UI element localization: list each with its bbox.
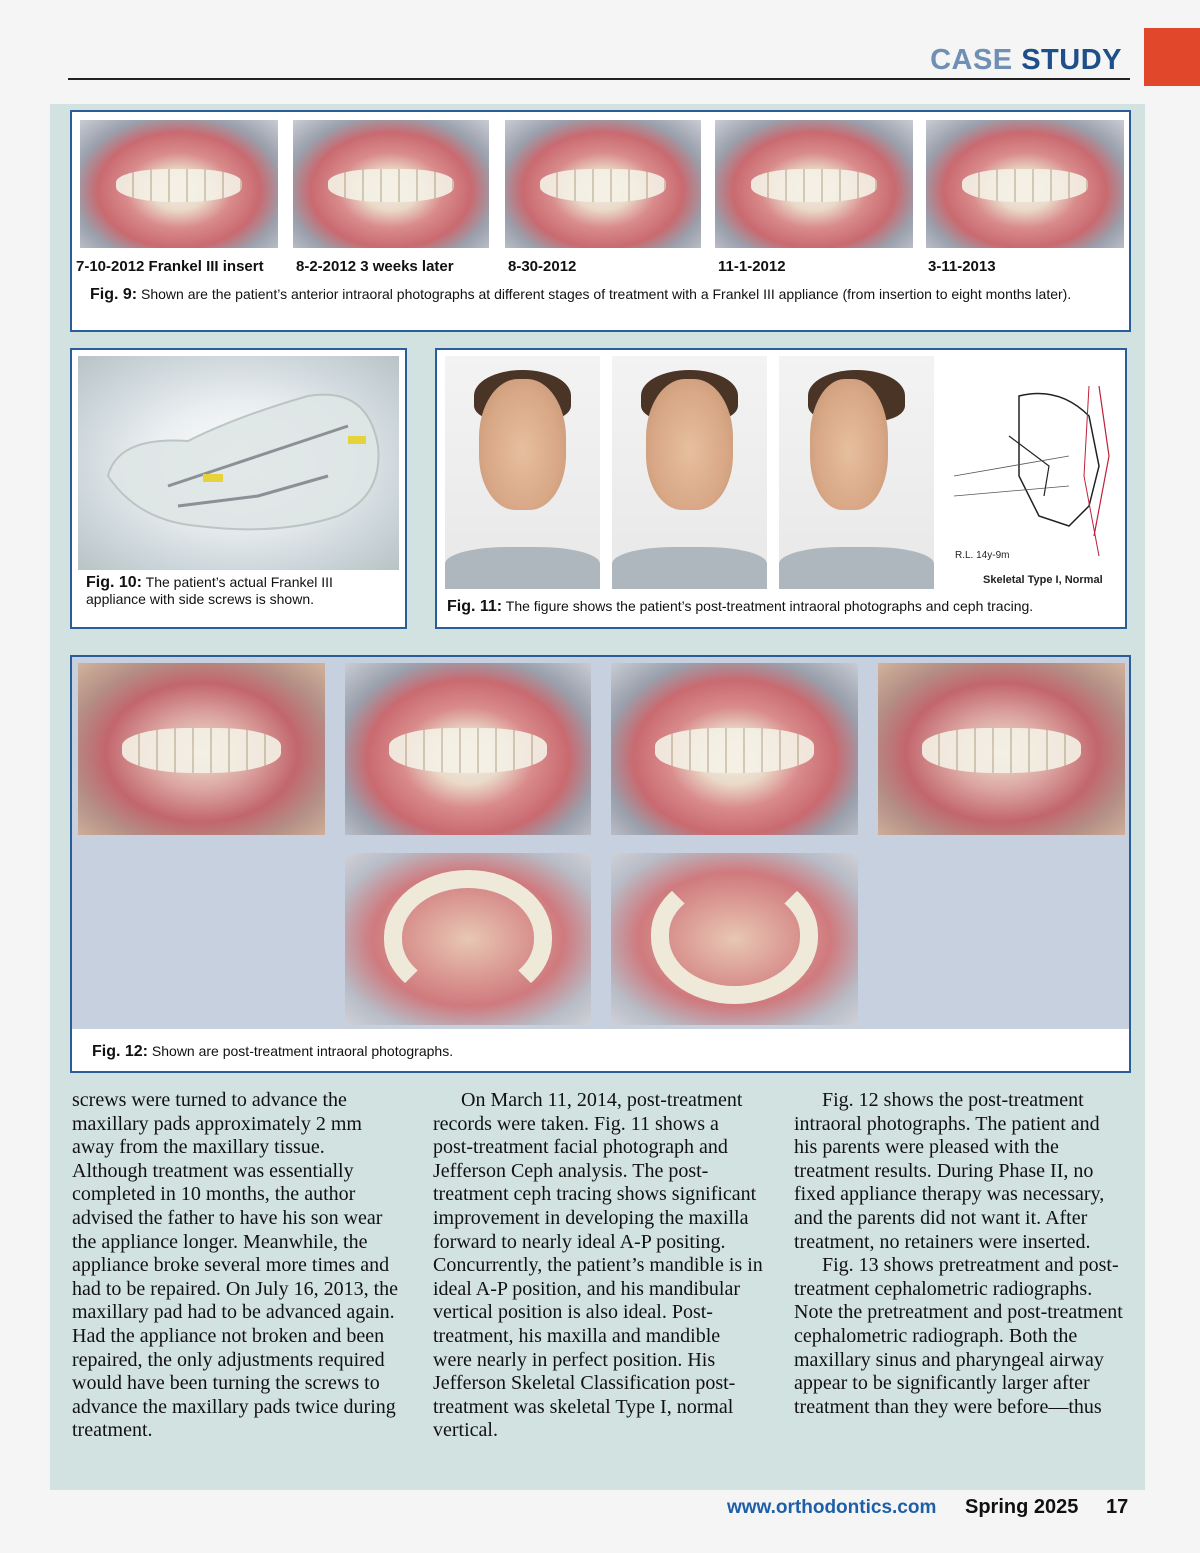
body-column-1 [72,1089,402,1443]
fig11-caption-text: The figure shows the patient’s post-treatment intraoral photographs and ceph tracing. [505,598,1034,614]
fig9-photo-1 [80,120,278,248]
header-rule [68,78,1130,80]
fig12-caption [92,1043,1092,1060]
fig9-caption-text: Shown are the patient’s anterior intraoral photographs at different stages of treatment with a Frankel III appliance (from insertion to eight months later). [141,286,1072,302]
figure-12 [70,655,1131,1073]
section-title [930,44,1122,77]
fig11-caption [447,598,1122,615]
fig9-photo-4 [715,120,913,248]
fig11-label: Fig. 11: [447,598,503,615]
fig9-label: Fig. 9: [90,286,138,303]
fig12-right-buccal-photo [78,663,325,835]
body-paragraph: On March 11, 2014, post-treatment records were taken. Fig. 11 shows a post-treatment facial photograph and Jefferson Ceph analysis. The post-treatment ceph tracing shows significant improvement in developing the maxilla forward to nearly ideal A-P positing. Concurrently, the patient’s mandible is in ideal A-P position, and his mandibular vertical position is also ideal. Post-treatment, his maxilla and mandible were nearly in perfect position. His Jefferson Skeletal Classification post-treatment was skeletal Type I, normal vertical. [433,1089,763,1442]
fig9-photo-2 [293,120,489,248]
body-paragraph: Fig. 12 shows the post-treatment intraoral photographs. The patient and his parents were pleased with the treatment results. During Phase II, no fixed appliance therapy was necessary, and the parents did not want it. After treatment, no retainers were inserted. [794,1089,1105,1253]
fig12-frontal-open-photo [611,663,858,835]
section-title-part2: STUDY [1021,44,1122,76]
fig11-ceph-tracing [949,356,1119,589]
fig12-caption-bar [72,1029,1129,1071]
fig9-stage-label: 8-30-2012 [508,258,577,275]
body-column-3 [794,1089,1124,1419]
fig11-profile-photo [779,356,934,589]
fig9-photo-3 [505,120,701,248]
fig10-appliance-photo [78,356,399,570]
fig12-left-buccal-photo [878,663,1125,835]
figure-10 [70,348,407,629]
ceph-patient-id: R.L. 14y-9m [955,550,1010,561]
fig12-lower-occlusal-photo [611,853,858,1025]
figure-11 [435,348,1127,629]
fig12-frontal-photo [345,663,591,835]
fig11-frontal-photo [445,356,600,589]
fig9-stage-label: 7-10-2012 Frankel III insert [76,258,264,275]
body-paragraph: Fig. 13 shows pretreatment and post-treatment cephalometric radiographs. Note the pretreatment and post-treatment cephalometric radiograph. Both the maxillary sinus and pharyngeal airway appear to be significantly larger after treatment than they were before—thus [794,1254,1123,1418]
ceph-classification: Skeletal Type I, Normal [983,574,1103,586]
fig12-caption-text: Shown are post-treatment intraoral photographs. [151,1043,454,1059]
fig10-caption [86,574,386,608]
fig12-label: Fig. 12: [92,1043,149,1060]
body-paragraph: screws were turned to advance the maxillary pads approximately 2 mm away from the maxillary tissue. Although treatment was essentially completed in 10 months, the author advised the father to have his son wear the appliance longer. Meanwhile, the appliance broke several more times and had to be repaired. On July 16, 2013, the maxillary pad had to be advanced again. Had the appliance not broken and been repaired, the only adjustments required would have been turning the screws to advance the maxillary pads twice during treatment. [72,1089,399,1442]
footer-issue: Spring 2025 [965,1496,1079,1518]
fig10-caption-text: The patient’s actual Frankel III appliance with side screws is shown. [86,574,333,607]
footer-website-link[interactable]: www.orthodontics.com [727,1497,937,1518]
section-color-tab [1144,28,1200,86]
fig9-photo-5 [926,120,1124,248]
fig11-smiling-photo [612,356,767,589]
figure-9 [70,110,1131,332]
fig9-stage-label: 8-2-2012 3 weeks later [296,258,454,275]
fig12-upper-occlusal-photo [345,853,591,1025]
section-title-part1: CASE [930,44,1013,76]
fig9-stage-label: 3-11-2013 [928,258,996,275]
body-column-2 [433,1089,763,1443]
fig9-stage-label: 11-1-2012 [718,258,786,275]
fig9-caption [90,286,1115,303]
fig10-label: Fig. 10: [86,574,143,591]
page-number: 17 [1106,1496,1129,1518]
